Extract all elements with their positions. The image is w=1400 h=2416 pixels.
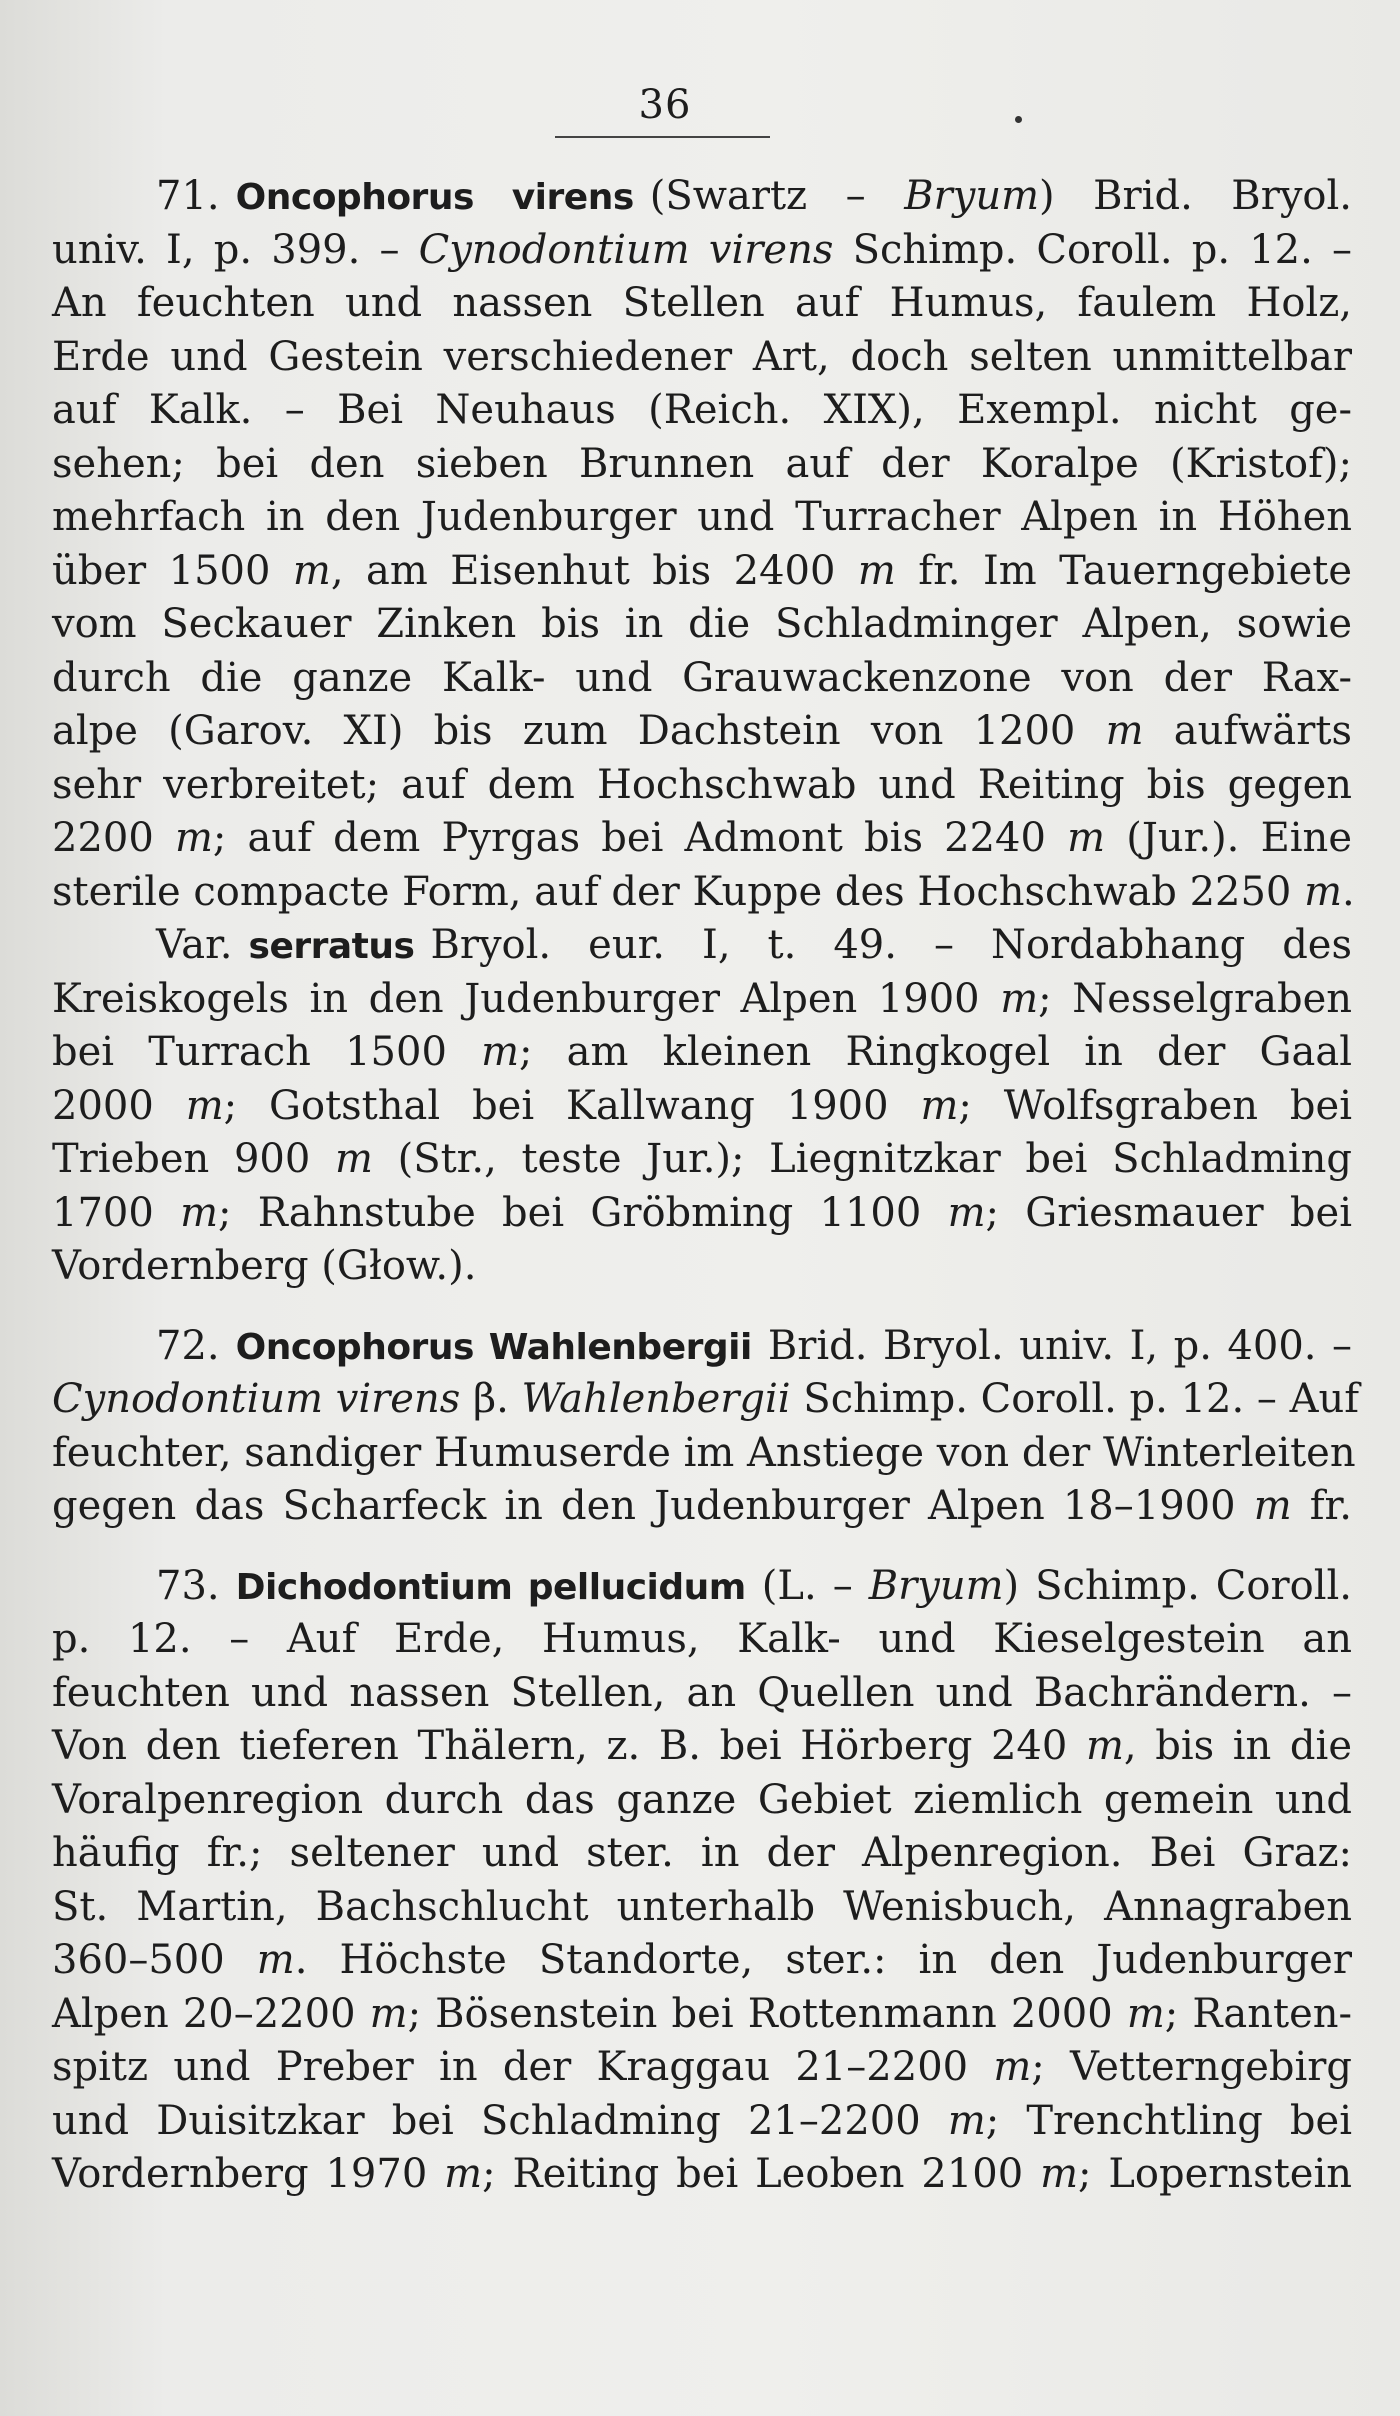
ink-speck [1015,116,1022,123]
variety-line: bei Turrach 1500 m; am kleinen Ringkogel in der Gaal [52,1029,1352,1075]
entry-71-line: vom Seckauer Zinken bis in die Schladminger Alpen, sowie [52,601,1352,647]
entry-73-line: p. 12. – Auf Erde, Humus, Kalk- und Kieselgestein an [52,1616,1352,1662]
entry-71-line: sterile compacte Form, auf der Kuppe des Hochschwab 2250 m. [52,868,1355,915]
variety-line: 1700 m; Rahnstube bei Gröbming 1100 m; Griesmauer bei [52,1189,1352,1236]
entry-72-line: gegen das Scharfeck in den Judenburger Alpen 18–1900 m fr. [52,1483,1352,1529]
taxon-name: Dichodontium pellucidum [235,1566,746,1608]
entry-71-line: alpe (Garov. XI) bis zum Dachstein von 1200 m aufwärts [52,708,1352,754]
taxon-name: Oncophorus virens [235,177,634,218]
entry-73-line: feuchten und nassen Stellen, an Quellen und Bachrändern. – [52,1669,1352,1716]
entry-73-line: spitz und Preber in der Kraggau 21–2200 m; Vetterngebirg [52,2044,1352,2090]
entry-71-line: durch die ganze Kalk- und Grauwackenzone von der Rax- [52,654,1352,701]
entry-71-line: auf Kalk. – Bei Neuhaus (Reich. XIX), Exempl. nicht ge- [52,387,1352,433]
header-rule [555,136,770,138]
taxon-name: Oncophorus Wahlenbergii [235,1326,752,1368]
entry-72-line: feuchter, sandiger Humuserde im Anstiege von der Winterleiten [52,1429,1356,1476]
entry-71-line: univ. I, p. 399. – Cynodontium virens Schimp. Coroll. p. 12. – [52,226,1353,273]
entry-73-line: Voralpenregion durch das ganze Gebiet ziemlich gemein und [52,1776,1352,1823]
entry-73-line: 360–500 m. Höchste Standorte, ster.: in den Judenburger [52,1937,1352,1983]
entry-71-line: An feuchten und nassen Stellen auf Humus, faulem Holz, [52,280,1352,326]
entry-71-line: über 1500 m, am Eisenhut bis 2400 m fr. Im Tauerngebiete [52,547,1352,594]
entry-73-line: Vordernberg 1970 m; Reiting bei Leoben 2100 m; Lopernstein [52,2151,1352,2197]
variety-name: serratus [248,926,415,967]
entry-71-line: sehen; bei den sieben Brunnen auf der Koralpe (Kristof); [52,440,1352,487]
variety-line: Trieben 900 m (Str., teste Jur.); Liegnitzkar bei Schladming [52,1136,1352,1182]
entry-71-line: sehr verbreitet; auf dem Hochschwab und Reiting bis gegen [52,761,1352,808]
entry-73-line: Alpen 20–2200 m; Bösenstein bei Rottenmann 2000 m; Ranten- [52,1990,1353,2037]
entry-73-line: Von den tieferen Thälern, z. B. bei Hörberg 240 m, bis in die [52,1723,1352,1769]
variety-line: Var. serratus Bryol. eur. I, t. 49. – Nordabhang des [156,922,1352,968]
entry-73-line: St. Martin, Bachschlucht unterhalb Wenisbuch, Annagraben [52,1883,1352,1930]
entry-73-line: häufig fr.; seltener und ster. in der Alpenregion. Bei Graz: [52,1830,1352,1876]
entry-71-line: 2200 m; auf dem Pyrgas bei Admont bis 2240 m (Jur.). Eine [52,815,1352,861]
entry-71-line: Erde und Gestein verschiedener Art, doch selten unmittelbar [52,333,1352,380]
entry-71-line: 71. Oncophorus virens (Swartz – Bryum) Brid. Bryol. [156,173,1353,219]
variety-line: 2000 m; Gotsthal bei Kallwang 1900 m; Wolfsgraben bei [52,1082,1352,1129]
entry-71-line: mehrfach in den Judenburger und Turracher Alpen in Höhen [52,494,1352,540]
entry-73-line: 73. Dichodontium pellucidum (L. – Bryum) Schimp. Coroll. [156,1562,1352,1609]
variety-line: Kreiskogels in den Judenburger Alpen 1900 m; Nesselgraben [52,975,1352,1022]
page-number: 36 [638,82,692,128]
entry-72-line: 72. Oncophorus Wahlenbergii Brid. Bryol. univ. I, p. 400. – [156,1322,1352,1369]
entry-72-line: Cynodontium virens β. Wahlenbergii Schimp. Coroll. p. 12. – Auf [52,1376,1360,1422]
entry-73-line: und Duisitzkar bei Schladming 21–2200 m; Trenchtling bei [52,2097,1353,2144]
variety-line: Vordernberg (Głow.). [52,1243,477,1289]
page-text [52,170,1360,2202]
